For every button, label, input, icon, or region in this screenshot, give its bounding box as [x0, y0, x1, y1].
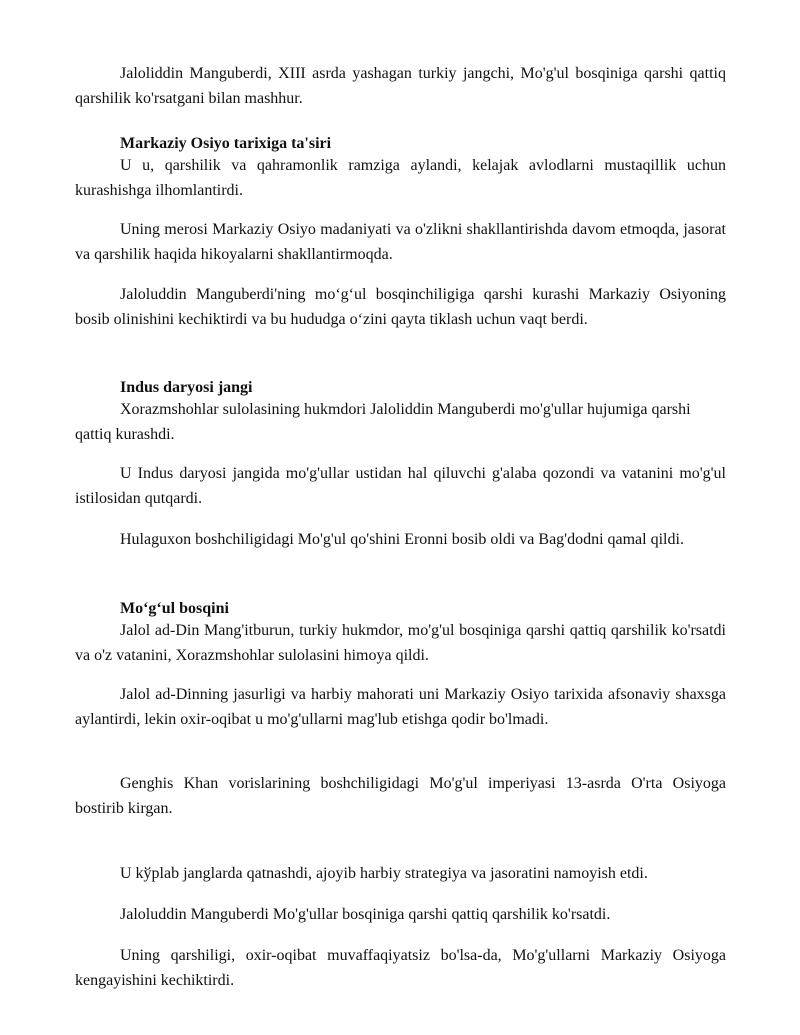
heading-mongol-invasion: Mo‘g‘ul bosqini [120, 600, 229, 617]
paragraph-expansion-delay: Uning qarshiligi, oxir-oqibat muvaffaqiyatsiz bo'lsa-da, Mo'g'ullarni Markaziy Osiyoga kengayishini kechiktirdi. [75, 947, 726, 989]
paragraph-jalal-resistance: Jalol ad-Din Mang'itburun, turkiy hukmdor, mo'g'ul bosqiniga qarshi qattiq qarshilik ko'rsatdi va o'z vatanini, Xorazmshohlar sulolasini himoya qildi. [75, 622, 726, 664]
paragraph-hulagu: Hulaguxon boshchiligidagi Mo'g'ul qo'shini Eronni bosib oldi va Bag'dodni qamal qildi. [120, 531, 684, 548]
paragraph-intro: Jaloliddin Manguberdi, XIII asrda yashagan turkiy jangchi, Mo'g'ul bosqiniga qarshi qattiq qarshilik ko'rsatgani bilan mashhur. [75, 65, 726, 107]
paragraph-legacy: Uning merosi Markaziy Osiyo madaniyati va o'zlikni shakllantirishda davom etmoqda, jasorat va qarshilik haqida hikoyalarni shakllantirmoqda. [75, 221, 726, 263]
heading-central-asia-impact: Markaziy Osiyo tarixiga ta'siri [120, 135, 332, 152]
paragraph-khwarazm-ruler: Xorazmshohlar sulolasining hukmdori Jaloliddin Manguberdi mo'g'ullar hujumiga qarshi qattiq kurashdi. [75, 401, 691, 443]
paragraph-symbol: U u, qarshilik va qahramonlik ramziga aylandi, kelajak avlodlarni mustaqillik uchun kurashishga ilhomlantirdi. [75, 157, 726, 199]
paragraph-genghis-heirs: Genghis Khan vorislarining boshchiligidagi Mo'g'ul imperiyasi 13-asrda O'rta Osiyoga bostirib kirgan. [75, 775, 726, 817]
paragraph-jalal-legend: Jalol ad-Dinning jasurligi va harbiy mahorati uni Markaziy Osiyo tarixida afsonaviy shaxsga aylantirdi, lekin oxir-oqibat u mo'g'ullarni mag'lub etishga qodir bo'lmadi. [75, 686, 726, 728]
heading-indus-battle: Indus daryosi jangi [120, 379, 253, 396]
paragraph-indus-victory: U Indus daryosi jangida mo'g'ullar ustidan hal qiluvchi g'alaba qozondi va vatanini mo'g'ul istilosidan qutqardi. [75, 465, 726, 507]
paragraph-delay: Jaloluddin Manguberdi'ning mo‘g‘ul bosqinchiligiga qarshi kurashi Markaziy Osiyoning bosib olinishini kechiktirdi va bu hududga o‘zini qayta tiklash uchun vaqt berdi. [75, 286, 726, 328]
paragraph-manguberdi-resistance: Jaloluddin Manguberdi Mo'g'ullar bosqiniga qarshi qattiq qarshilik ko'rsatdi. [120, 906, 611, 923]
paragraph-battles: U kўplab janglarda qatnashdi, ajoyib harbiy strategiya va jasoratini namoyish etdi. [120, 865, 648, 882]
